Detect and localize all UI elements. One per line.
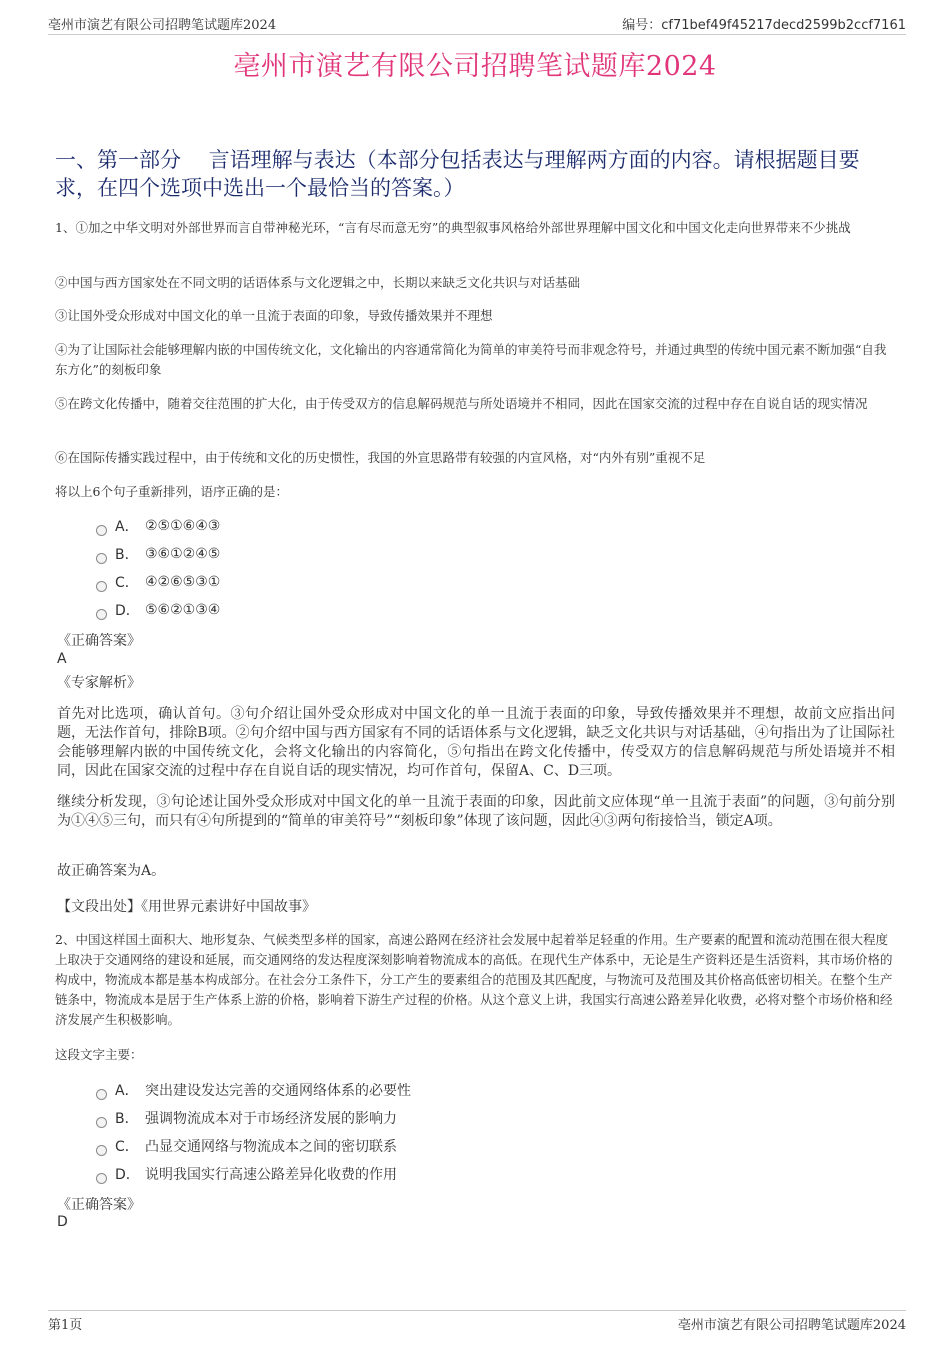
q2-option-b[interactable] <box>96 1107 397 1129</box>
radio-icon[interactable] <box>96 609 107 620</box>
option-letter: B． <box>115 547 139 563</box>
q1-sentence-5: ⑤在跨文化传播中，随着交往范围的扩大化，由于传受双方的信息解码规范与所处语境并不相同，因此在国家交流的过程中存在自说自话的现实情况 <box>55 396 868 411</box>
option-letter: A． <box>115 1083 139 1099</box>
option-letter: D． <box>115 603 140 619</box>
option-text: 说明我国实行高速公路差异化收费的作用 <box>145 1167 397 1183</box>
header-code-value: cf71bef49f45217decd2599b2ccf7161 <box>661 18 906 33</box>
q1-sentence-4: ④为了让国际社会能够理解内嵌的中国传统文化，文化输出的内容通常简化为简单的审美符号而非观念符号，并通过典型的传统中国元素不断加强“自我东方化”的刻板印象 <box>55 342 887 377</box>
page-header <box>48 14 906 35</box>
q2-option-d[interactable] <box>96 1163 397 1185</box>
q1-sentence-1: 1、①加之中华文明对外部世界而言自带神秘光环，“言有尽而意无穷”的典型叙事风格给外部世界理解中国文化和中国文化走向世界带来不少挑战 <box>55 220 851 235</box>
q1-analysis-para-2: 继续分析发现，③句论述让国外受众形成对中国文化的单一且流于表面的印象，因此前文应体现“单一且流于表面”的问题，③句前分别为①④⑤三句，而只有④句所提到的“简单的审美符号”“刻板印象”体现了该问题，因此④③两句衔接恰当，锁定A项。 <box>57 794 895 829</box>
radio-icon[interactable] <box>96 525 107 536</box>
q2-option-c[interactable] <box>96 1135 397 1157</box>
radio-icon[interactable] <box>96 1145 107 1156</box>
q1-option-d[interactable] <box>96 599 220 621</box>
radio-icon[interactable] <box>96 553 107 564</box>
option-text: 凸显交通网络与物流成本之间的密切联系 <box>145 1139 397 1155</box>
option-text: 突出建设发达完善的交通网络体系的必要性 <box>145 1083 411 1099</box>
radio-icon[interactable] <box>96 1173 107 1184</box>
q2-answer: D <box>57 1214 68 1230</box>
document-title: 亳州市演艺有限公司招聘笔试题库2024 <box>233 51 717 82</box>
q1-source: 【文段出处】《用世界元素讲好中国故事》 <box>57 899 316 915</box>
footer-title: 亳州市演艺有限公司招聘笔试题库2024 <box>677 1318 906 1333</box>
radio-icon[interactable] <box>96 1089 107 1100</box>
q1-analysis-para-3: 故正确答案为A。 <box>57 863 166 879</box>
option-text: ④②⑥⑤③① <box>145 574 221 590</box>
option-text: 强调物流成本对于市场经济发展的影响力 <box>145 1111 397 1127</box>
q1-prompt: 将以上6个句子重新排列，语序正确的是： <box>55 484 288 499</box>
radio-icon[interactable] <box>96 581 107 592</box>
header-title: 亳州市演艺有限公司招聘笔试题库2024 <box>48 18 277 33</box>
q1-option-a[interactable] <box>96 515 220 537</box>
option-text: ②⑤①⑥④③ <box>145 518 221 534</box>
option-text: ⑤⑥②①③④ <box>145 602 221 618</box>
q2-answer-label: 《正确答案》 <box>57 1197 141 1213</box>
q2-option-a[interactable] <box>96 1079 411 1101</box>
q1-option-c[interactable] <box>96 571 220 593</box>
q1-sentence-6: ⑥在国际传播实践过程中，由于传统和文化的历史惯性，我国的外宣思路带有较强的内宣风格，对“内外有别”重视不足 <box>55 450 706 465</box>
footer-page-number: 第1页 <box>48 1318 83 1333</box>
q1-option-b[interactable] <box>96 543 220 565</box>
q2-passage: 2、中国这样国土面积大、地形复杂、气候类型多样的国家，高速公路网在经济社会发展中起着举足轻重的作用。生产要素的配置和流动范围在很大程度上取决于交通网络的建设和延展，而交通网络的发达程度深刻影响着物流成本的高低。在现代生产体系中，无论是生产资料还是生活资料，其市场价格的构成中，物流成本都是基本构成部分。在社会分工条件下，分工产生的要素组合的范围及其匹配度，与物流可及范围及其价格高低密切相关。在整个生产链条中，物流成本是居于生产体系上游的价格，影响着下游生产过程的价格。从这个意义上讲，我国实行高速公路差异化收费，必将对整个市场价格和经济发展产生积极影响。 <box>55 932 893 1027</box>
q1-analysis-label: 《专家解析》 <box>57 675 141 691</box>
option-letter: C． <box>115 1139 139 1155</box>
option-letter: A． <box>115 519 139 535</box>
section-heading: 一、第一部分 言语理解与表达（本部分包括表达与理解两方面的内容。请根据题目要求，在四个选项中选出一个最恰当的答案。） <box>55 148 860 200</box>
header-code-label: 编号： <box>622 18 662 33</box>
header-code <box>622 14 906 33</box>
q2-prompt: 这段文字主要： <box>55 1047 143 1062</box>
option-letter: D． <box>115 1167 140 1183</box>
option-letter: C． <box>115 575 139 591</box>
q1-answer: A <box>57 651 67 667</box>
option-letter: B． <box>115 1111 139 1127</box>
page-footer <box>48 1310 906 1334</box>
q1-answer-label: 《正确答案》 <box>57 633 141 649</box>
q1-analysis-para-1: 首先对比选项，确认首句。③句介绍让国外受众形成对中国文化的单一且流于表面的印象，导致传播效果并不理想，故前文应指出问题，无法作首句，排除B项。②句介绍中国与西方国家有不同的话语体系与文化逻辑，缺乏文化共识与对话基础，④句指出为了让国际社会能够理解内嵌的中国传统文化，会将文化输出的内容简化，⑤句指出在跨文化传播中，传受双方的信息解码规范与所处语境并不相同，因此在国家交流的过程中存在自说自话的现实情况，均可作首句，保留A、C、D三项。 <box>57 706 895 779</box>
option-text: ③⑥①②④⑤ <box>145 546 221 562</box>
radio-icon[interactable] <box>96 1117 107 1128</box>
q1-sentence-2: ②中国与西方国家处在不同文明的话语体系与文化逻辑之中，长期以来缺乏文化共识与对话基础 <box>55 275 581 290</box>
q1-sentence-3: ③让国外受众形成对中国文化的单一且流于表面的印象，导致传播效果并不理想 <box>55 308 493 323</box>
